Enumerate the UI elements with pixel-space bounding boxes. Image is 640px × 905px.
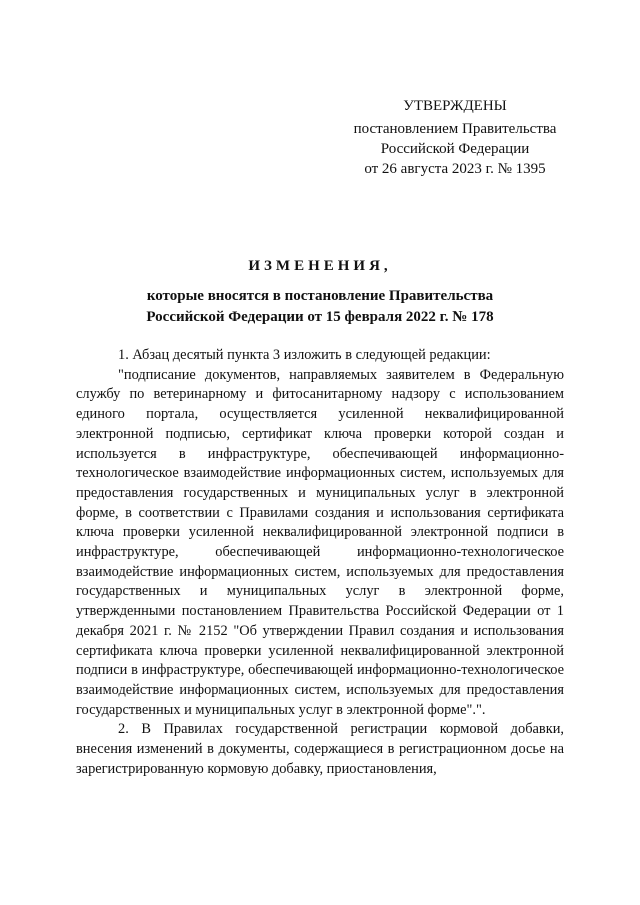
document-title: [60, 256, 580, 328]
approval-heading: УТВЕРЖДЕНЫ: [403, 98, 507, 114]
title-line-1: которые вносятся в постановление Правительства: [146, 288, 494, 304]
title-heading: ИЗМЕНЕНИЯ,: [248, 258, 392, 274]
paragraph-1: 1. Абзац десятый пункта 3 изложить в следующей редакции:: [118, 347, 491, 363]
paragraph-2: "подписание документов, направляемых заявителем в Федеральную службу по ветеринарному и фитосанитарному надзору с использованием единого портала, осуществляется усиленной неквалифицированной электронной подписью, сертификат ключа проверки которой создан и используется в инфраструктуре, обеспечивающей информационно-технологическое взаимодействие информационных систем, используемых для предоставления государственных и муниципальных услуг в электронной форме, в соответствии с Правилами создания и использования сертификата ключа проверки усиленной неквалифицированной электронной подписи в инфраструктуре, обеспечивающей информационно-технологическое взаимодействие информационных систем, используемых для предоставления государственных и муниципальных услуг в электронной форме, утвержденными постановлением Правительства Российской Федерации от 1 декабря 2021 г. № 2152 "Об утверждении Правил создания и использования сертификата ключа проверки усиленной неквалифицированной электронной подписи в инфраструктуре, обеспечивающей информационно-технологическое взаимодействие информационных систем, используемых для предоставления государственных и муниципальных услуг в электронной форме".".: [76, 366, 564, 718]
approval-line-1: постановлением Правительства: [353, 121, 557, 137]
paragraph-3: 2. В Правилах государственной регистрации кормовой добавки, внесения изменений в документы, содержащиеся в регистрационном досье на зарегистрированную кормовую добавку, приостановления,: [76, 721, 564, 777]
document-body: [76, 346, 564, 779]
approval-line-2: Российской Федерации: [380, 141, 530, 157]
approval-stamp: [340, 96, 570, 179]
approval-line-3: от 26 августа 2023 г. № 1395: [364, 161, 546, 177]
title-line-2: Российской Федерации от 15 февраля 2022 г. № 178: [146, 309, 494, 325]
